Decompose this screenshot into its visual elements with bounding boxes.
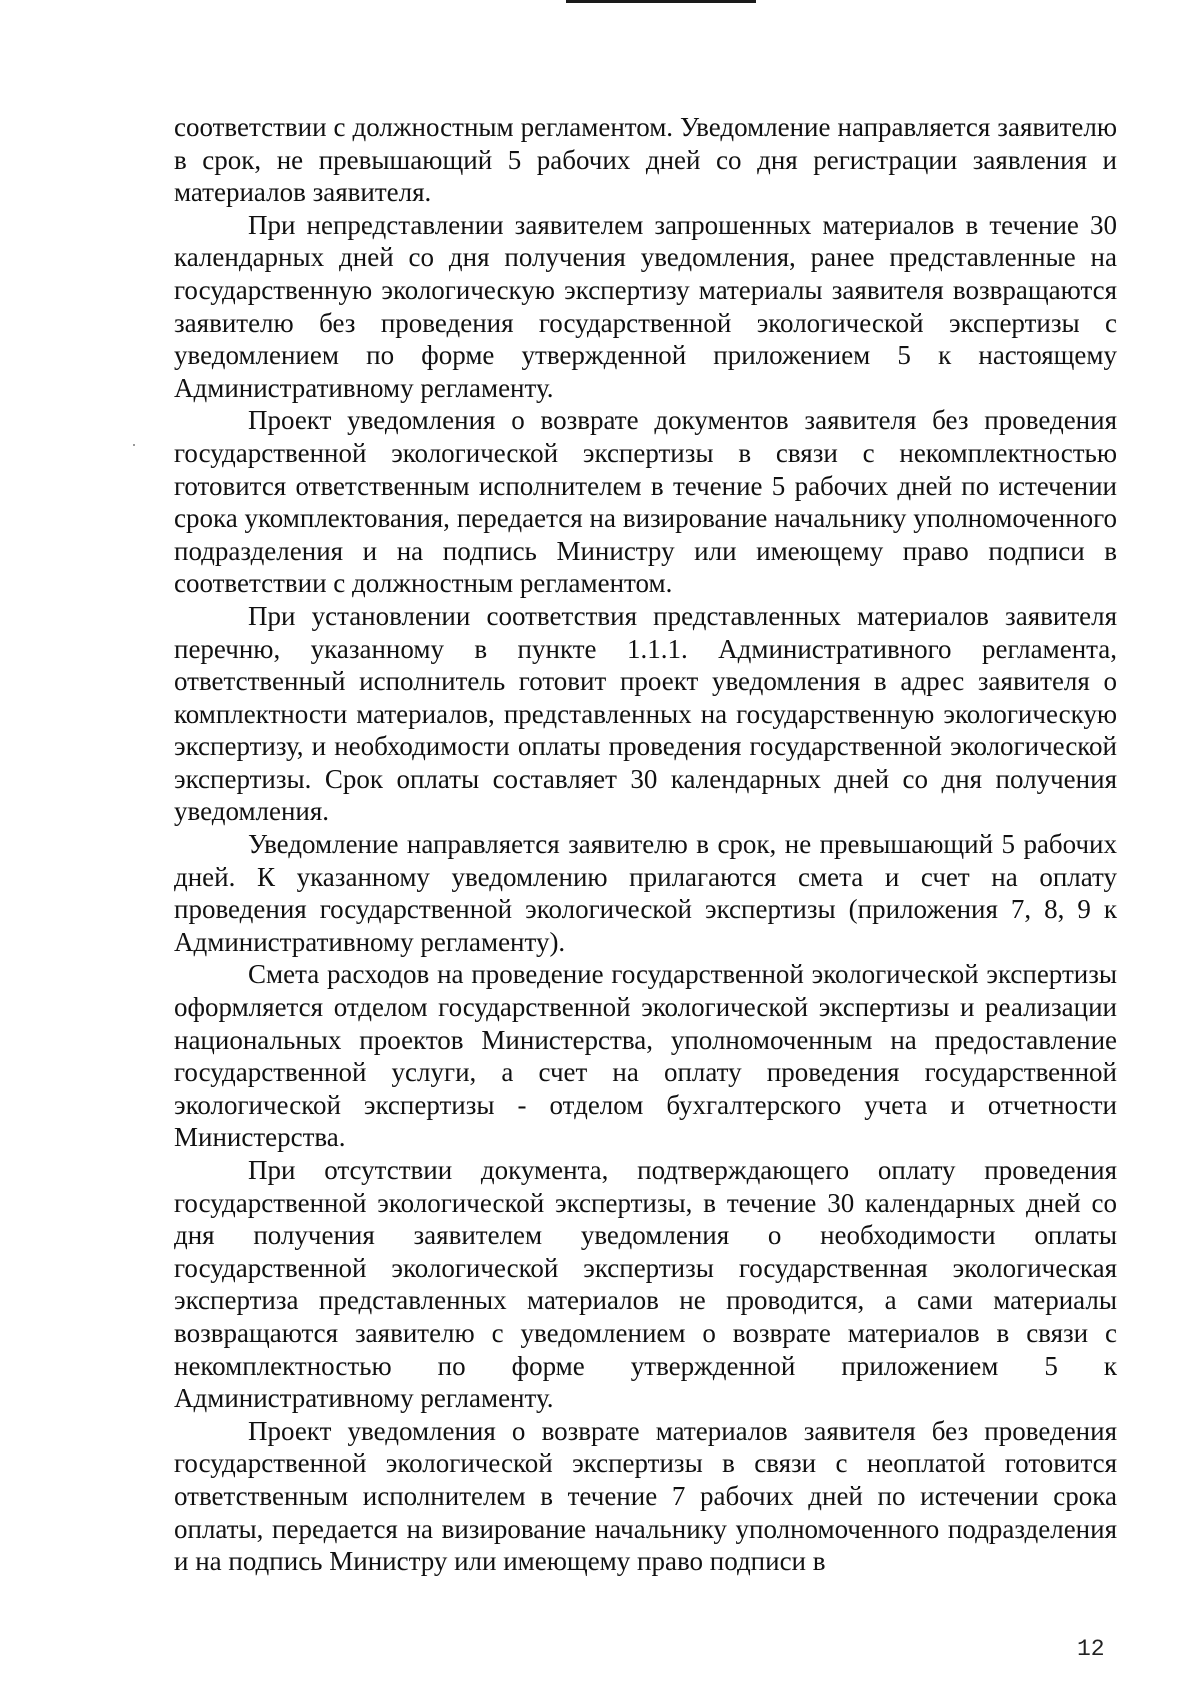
paragraph: Проект уведомления о возврате документов заявителя без проведения государственной экологической экспертизы в связи с некомплектностью готовится ответственным исполнителем в течение 5 рабочих дней по истечении срока укомплектования, передается на визирование начальнику уполномоченного подразделения и на подпись Министру или имеющему право подписи в соответствии с должностным регламентом. xyxy=(174,405,1117,599)
scan-speck xyxy=(133,444,135,446)
paragraph-continuation: соответствии с должностным регламентом. Уведомление направляется заявителю в срок, не превышающий 5 рабочих дней со дня регистрации заявления и материалов заявителя. xyxy=(174,112,1117,208)
page-number: 12 xyxy=(1077,1636,1105,1662)
scan-edge-mark xyxy=(566,0,756,3)
paragraph: При отсутствии документа, подтверждающего оплату проведения государственной экологической экспертизы, в течение 30 календарных дней со дня получения заявителем уведомления о необходимости оплаты государственной экологической экспертизы государственная экологическая экспертиза представленных материалов не проводится, а сами материалы возвращаются заявителю с уведомлением о возврате материалов в связи с некомплектностью по форме утвержденной приложением 5 к Административному регламенту. xyxy=(174,1155,1117,1414)
paragraph: При непредставлении заявителем запрошенных материалов в течение 30 календарных дней со дня получения уведомления, ранее представленные на государственную экологическую экспертизу материалы заявителя возвращаются заявителю без проведения государственной экологической экспертизы с уведомлением по форме утвержденной приложением 5 к настоящему Административному регламенту. xyxy=(174,209,1117,403)
document-body xyxy=(174,111,1117,1578)
paragraph: Проект уведомления о возврате материалов заявителя без проведения государственной экологической экспертизы в связи с неоплатой готовится ответственным исполнителем в течение 7 рабочих дней по истечении срока оплаты, передается на визирование начальнику уполномоченного подразделения и на подпись Министру или имеющему право подписи в xyxy=(174,1415,1117,1577)
paragraph: Уведомление направляется заявителю в срок, не превышающий 5 рабочих дней. К указанному уведомлению прилагаются смета и счет на оплату проведения государственной экологической экспертизы (приложения 7, 8, 9 к Административному регламенту). xyxy=(174,829,1117,957)
paragraph: Смета расходов на проведение государственной экологической экспертизы оформляется отделом государственной экологической экспертизы и реализации национальных проектов Министерства, уполномоченным на предоставление государственной услуги, а счет на оплату проведения государственной экологической экспертизы - отделом бухгалтерского учета и отчетности Министерства. xyxy=(174,959,1117,1153)
paragraph: При установлении соответствия представленных материалов заявителя перечню, указанному в пункте 1.1.1. Административного регламента, ответственный исполнитель готовит проект уведомления в адрес заявителя о комплектности материалов, представленных на государственную экологическую экспертизу, и необходимости оплаты проведения государственной экологической экспертизы. Срок оплаты составляет 30 календарных дней со дня получения уведомления. xyxy=(174,600,1117,827)
